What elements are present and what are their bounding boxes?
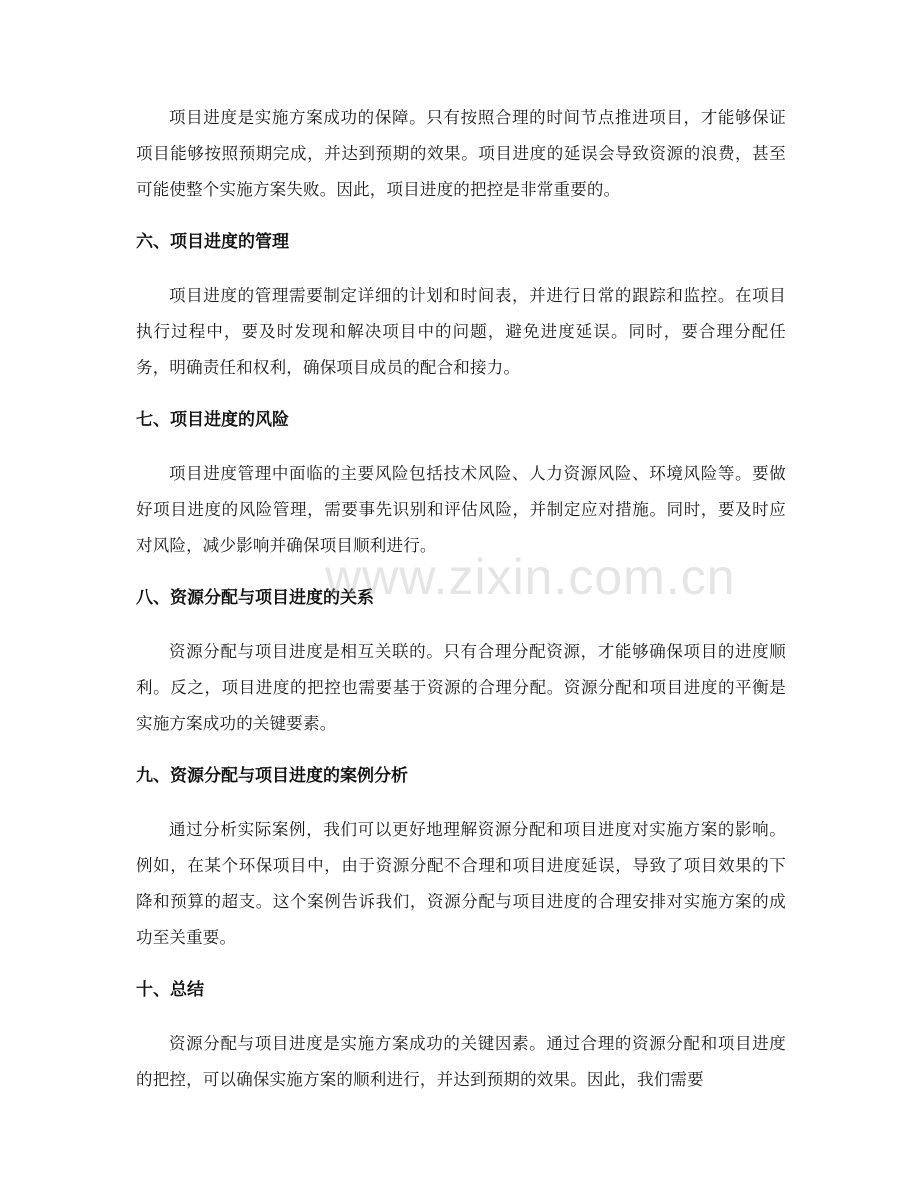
- paragraph-resource-progress-relation: 资源分配与项目进度是相互关联的。只有合理分配资源，才能够确保项目的进度顺利。反之，项目进度的把控也需要基于资源的合理分配。资源分配和项目进度的平衡是实施方案成功的关键要素。: [136, 642, 786, 733]
- section-heading-7: 七、项目进度的风险: [136, 410, 289, 430]
- watermark: www.zixin.com.cn: [325, 549, 736, 605]
- paragraph-progress-risks: 项目进度管理中面临的主要风险包括技术风险、人力资源风险、环境风险等。要做好项目进度的风险管理，需要事先识别和评估风险，并制定应对措施。同时，要及时应对风险，减少影响并确保项目顺利进行。: [136, 464, 786, 555]
- section-heading-8: 八、资源分配与项目进度的关系: [136, 588, 374, 608]
- section-heading-9: 九、资源分配与项目进度的案例分析: [136, 766, 408, 786]
- paragraph-summary: 资源分配与项目进度是实施方案成功的关键因素。通过合理的资源分配和项目进度的把控，可以确保实施方案的顺利进行，并达到预期的效果。因此，我们需要: [136, 1034, 786, 1089]
- section-heading-6: 六、项目进度的管理: [136, 232, 289, 252]
- paragraph-project-progress-importance: 项目进度是实施方案成功的保障。只有按照合理的时间节点推进项目，才能够保证项目能够按照预期完成，并达到预期的效果。项目进度的延误会导致资源的浪费，甚至可能使整个实施方案失败。因此，项目进度的把控是非常重要的。: [136, 108, 786, 199]
- document-body: [136, 100, 786, 1118]
- paragraph-case-analysis: 通过分析实际案例，我们可以更好地理解资源分配和项目进度对实施方案的影响。例如，在某个环保项目中，由于资源分配不合理和项目进度延误，导致了项目效果的下降和预算的超支。这个案例告诉我们，资源分配与项目进度的合理安排对实施方案的成功至关重要。: [136, 820, 786, 947]
- section-heading-10: 十、总结: [136, 980, 204, 1000]
- paragraph-progress-management: 项目进度的管理需要制定详细的计划和时间表，并进行日常的跟踪和监控。在项目执行过程中，要及时发现和解决项目中的问题，避免进度延误。同时，要合理分配任务，明确责任和权利，确保项目成员的配合和接力。: [136, 286, 786, 377]
